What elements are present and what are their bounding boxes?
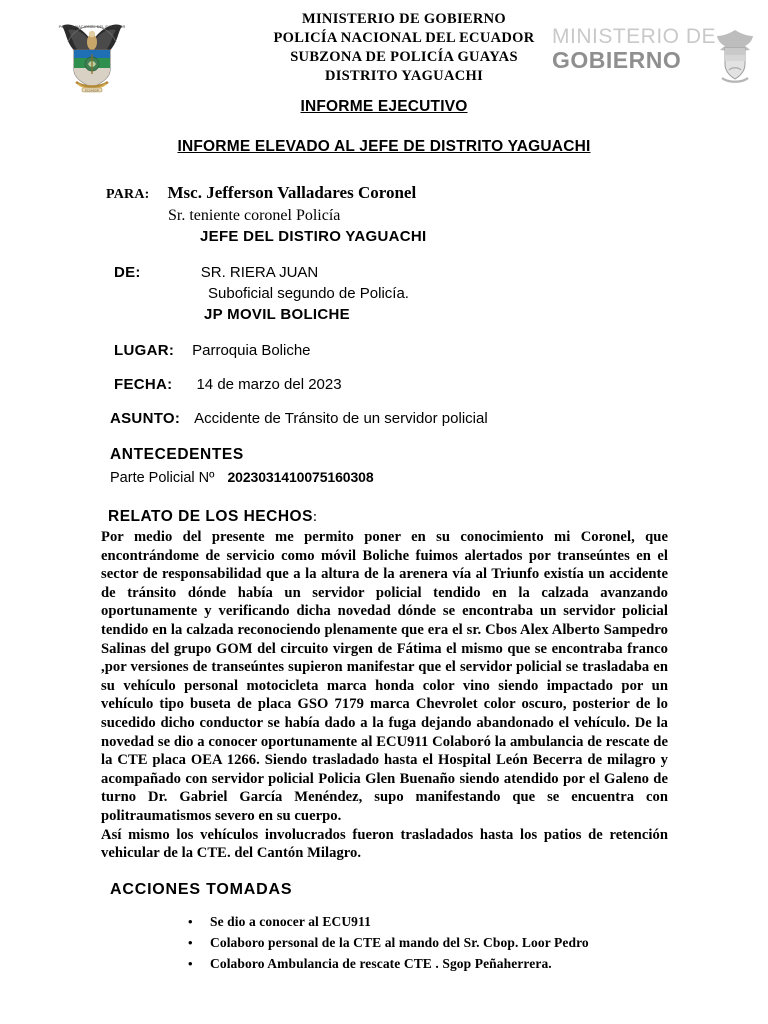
fecha-row xyxy=(106,376,768,394)
relato-paragraph-2: Así mismo los vehículos involucrados fueron trasladados hasta los patios de retención vehicular de la CTE. del Cantón Milagro. xyxy=(101,826,668,862)
bullet-icon: • xyxy=(188,934,193,950)
relato-heading-row xyxy=(0,508,768,526)
para-rank-value: Sr. teniente coronel Policía xyxy=(168,207,341,224)
para-label: PARA: xyxy=(106,187,150,202)
lugar-label: LUGAR: xyxy=(114,342,175,359)
relato-paragraph-1: Por medio del presente me permito poner en su conocimiento mi Coronel, que encontrándome de servicio como móvil Boliche fuimos alertados por transeúntes en el sector de responsabilidad que a la altura de la arenera vía al Triunfo existía un accidente de tránsito dónde había un servidor policial tendido en la calzada avanzando oportunamente y verificando dicha novedad dónde se encontraba un servidor policial tendido en la calzada reconociendo plenamente que era el sr. Cbos Alex Alberto Sampedro Salinas del grupo GOM del circuito virgen de Fátima el mismo que se encontraba franco ,por versiones de transeúntes supieron manifestar que el servidor policial se trasladaba en su vehículo personal motocicleta marca honda color vino siendo impactado por un vehículo tipo buseta de placa GSO 7179 marca Chevrolet color oscuro, posterior de lo sucedido dicho conductor se había dado a la fuga dejando abandonado el vehículo. De la novedad se dio a conocer oportunamente al ECU911 Colaboró la ambulancia de rescate de la CTE placa OEA 1266. Siendo trasladado hasta el Hospital León Becerra de milagro y acompañado con servidor policial Policia Glen Buenaño siendo atendido por el Galeno de turno Dr. Gabriel García Menéndez, supo manifestando que se encuentra con politraumatismos severo en su cuerpo. xyxy=(101,529,668,824)
parte-policial-row xyxy=(106,469,768,486)
acciones-tomadas-heading: ACCIONES TOMADAS xyxy=(110,880,293,898)
document-header xyxy=(0,0,768,92)
acciones-list xyxy=(0,911,768,974)
ecuador-coat-of-arms-icon xyxy=(712,28,758,86)
de-unit-value: JP MOVIL BOLICHE xyxy=(204,306,350,323)
para-row-position xyxy=(106,226,768,248)
document-title: INFORME EJECUTIVO xyxy=(300,98,468,115)
relato-body xyxy=(101,528,668,863)
ministry-logo-line-1: MINISTERIO DE xyxy=(552,25,717,48)
asunto-label: ASUNTO: xyxy=(110,410,181,427)
lugar-row xyxy=(106,342,768,360)
asunto-value: Accidente de Tránsito de un servidor policial xyxy=(194,410,488,427)
lugar-value: Parroquia Boliche xyxy=(192,342,311,359)
list-item-text: Colaboro Ambulancia de rescate CTE . Sgop Peñaherrera. xyxy=(210,955,552,971)
policia-nacional-crest-icon xyxy=(52,12,132,96)
svg-text:POLICIA NACIONAL DEL ECUADOR: POLICIA NACIONAL DEL ECUADOR xyxy=(58,24,126,29)
list-item xyxy=(188,911,768,932)
org-line-4: DISTRITO YAGUACHI xyxy=(324,68,484,84)
de-label: DE: xyxy=(114,264,141,281)
fecha-label: FECHA: xyxy=(114,376,173,393)
de-row-rank xyxy=(106,284,768,304)
para-name-value: Msc. Jefferson Valladares Coronel xyxy=(167,183,417,202)
list-item xyxy=(188,953,768,974)
svg-text:ECUADOR: ECUADOR xyxy=(85,88,99,93)
list-item-text: Se dio a conocer al ECU911 xyxy=(210,913,371,929)
para-position-value: JEFE DEL DISTIRO YAGUACHI xyxy=(200,228,427,245)
antecedentes-heading: ANTECEDENTES xyxy=(110,446,244,463)
para-row-name xyxy=(106,182,768,206)
de-name-value: SR. RIERA JUAN xyxy=(200,264,319,281)
para-block xyxy=(106,182,768,248)
fecha-value: 14 de marzo del 2023 xyxy=(196,376,342,393)
de-row-unit xyxy=(106,304,768,326)
bullet-icon: • xyxy=(188,955,193,971)
relato-heading-colon: : xyxy=(312,509,318,525)
asunto-row xyxy=(106,410,768,428)
parte-policial-number: 2023031410075160308 xyxy=(227,469,374,485)
fields-section xyxy=(0,182,768,486)
bullet-icon: • xyxy=(188,913,193,929)
de-row-name xyxy=(106,262,768,284)
ministry-logo-line-2: GOBIERNO xyxy=(552,47,682,73)
parte-policial-label: Parte Policial Nº xyxy=(110,470,215,486)
list-item xyxy=(188,932,768,953)
org-line-2: POLICÍA NACIONAL DEL ECUADOR xyxy=(273,30,535,46)
ministry-of-government-logo xyxy=(552,26,762,88)
org-line-1: MINISTERIO DE GOBIERNO xyxy=(302,11,506,27)
relato-heading: RELATO DE LOS HECHOS xyxy=(108,508,313,525)
list-item-text: Colaboro personal de la CTE al mando del Sr. Cbop. Loor Pedro xyxy=(210,934,589,950)
de-block xyxy=(106,262,768,326)
document-subtitle: INFORME ELEVADO AL JEFE DE DISTRITO YAGUACHI xyxy=(177,138,591,155)
de-rank-value: Suboficial segundo de Policía. xyxy=(208,285,409,302)
org-line-3: SUBZONA DE POLICÍA GUAYAS xyxy=(290,49,518,65)
para-row-rank xyxy=(106,206,768,226)
